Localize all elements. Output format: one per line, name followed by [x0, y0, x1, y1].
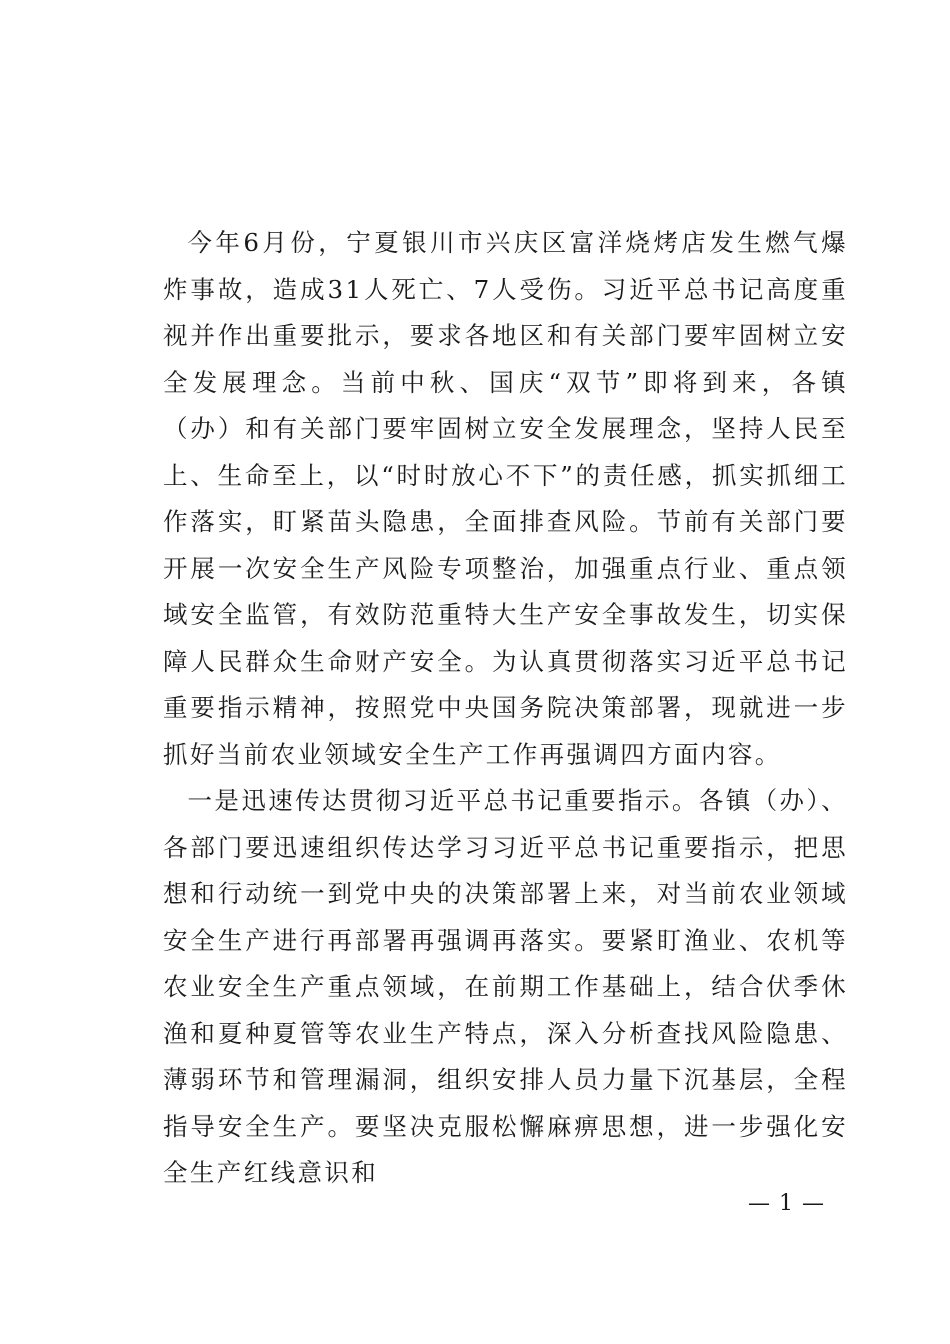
paragraph-point-one: 一是迅速传达贯彻习近平总书记重要指示。各镇（办）、各部门要迅速组织传达学习习近平总书记重要指示，把思想和行动统一到党中央的决策部署上来，对当前农业领域安全生产进行再部署再强调再落实。要紧盯渔业、农机等农业安全生产重点领域，在前期工作基础上，结合伏季休渔和夏种夏管等农业生产特点，深入分析查找风险隐患、薄弱环节和管理漏洞，组织安排人员力量下沉基层，全程指导安全生产。要坚决克服松懈麻痹思想，进一步强化安全生产红线意识和	[163, 786, 848, 1187]
document-body	[163, 220, 848, 1197]
page-number: — 1 —	[748, 1191, 825, 1216]
paragraph-intro: 今年6月份，宁夏银川市兴庆区富洋烧烤店发生燃气爆炸事故，造成31人死亡、7人受伤。习近平总书记高度重视并作出重要批示，要求各地区和有关部门要牢固树立安全发展理念。当前中秋、国庆“双节”即将到来，各镇（办）和有关部门要牢固树立安全发展理念，坚持人民至上、生命至上，以“时时放心不下”的责任感，抓实抓细工作落实，盯紧苗头隐患，全面排查风险。节前有关部门要开展一次安全生产风险专项整治，加强重点行业、重点领域安全监管，有效防范重特大生产安全事故发生，切实保障人民群众生命财产安全。为认真贯彻落实习近平总书记重要指示精神，按照党中央国务院决策部署，现就进一步抓好当前农业领域安全生产工作再强调四方面内容。	[163, 228, 848, 769]
